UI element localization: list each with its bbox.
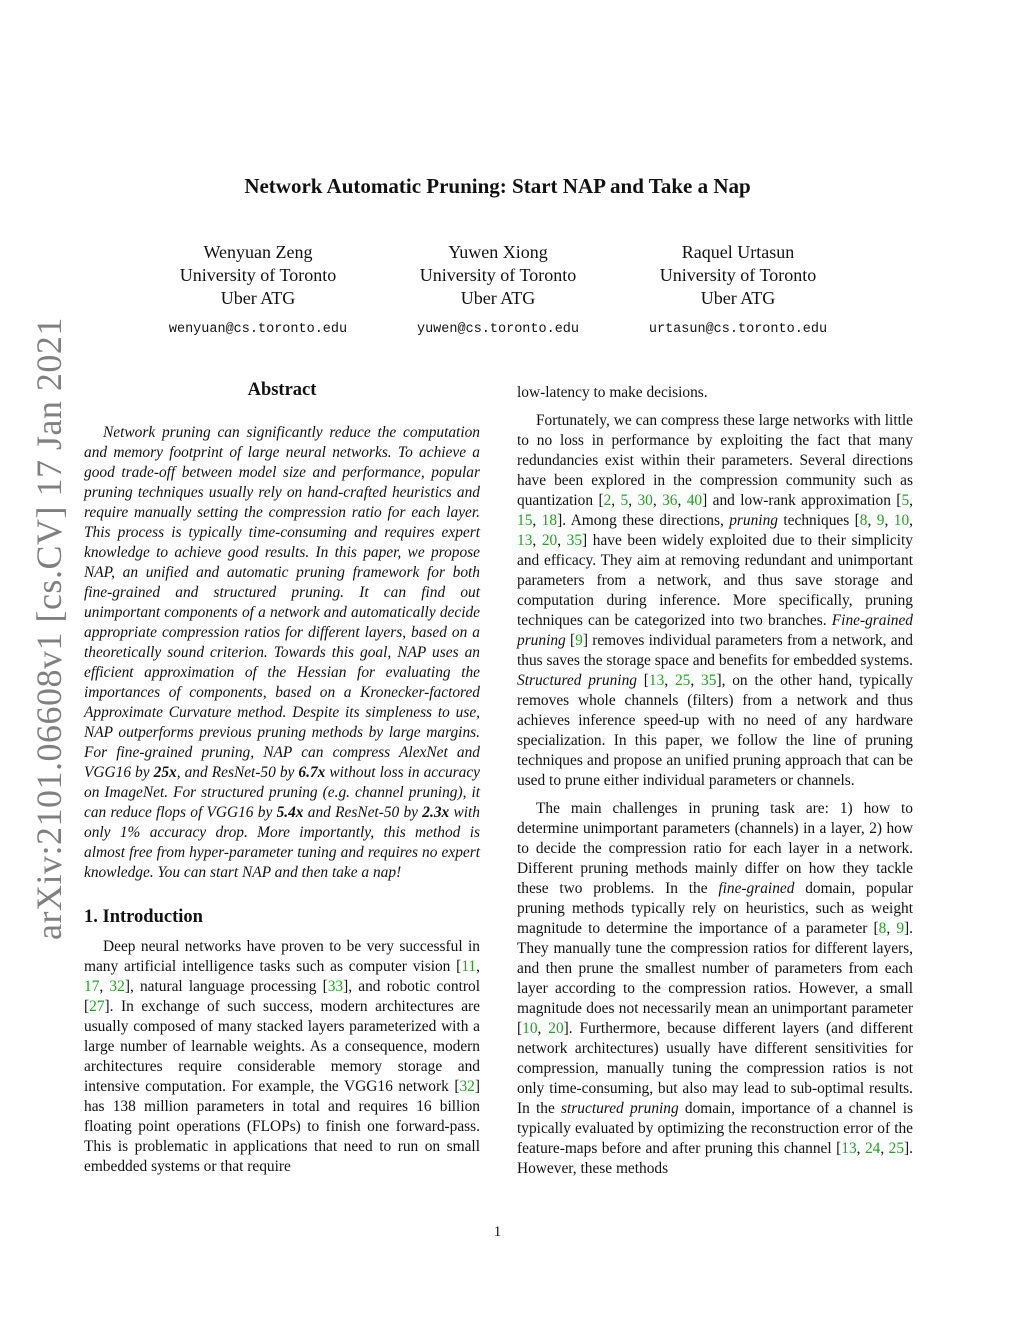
author-name: Yuwen Xiong (448, 242, 548, 262)
citation-link[interactable]: 36 (662, 492, 678, 509)
author-email: urtasun@cs.toronto.edu (648, 322, 828, 337)
citation-link[interactable]: 17 (84, 978, 100, 995)
right-column (517, 383, 913, 1187)
citation-link[interactable]: 2 (603, 492, 612, 509)
author-email: yuwen@cs.toronto.edu (416, 322, 580, 337)
author-affiliation: University of Toronto (179, 265, 337, 285)
citation-link[interactable]: 10 (893, 512, 910, 529)
citation-link[interactable]: 13 (517, 532, 533, 549)
citation-link[interactable]: 5 (620, 492, 629, 509)
citation-link[interactable]: 8 (859, 512, 868, 529)
citation-link[interactable]: 5 (901, 492, 910, 509)
citation-link[interactable]: 30 (637, 492, 653, 509)
citation-link[interactable]: 9 (876, 512, 885, 529)
citation-link[interactable]: 9 (575, 632, 583, 649)
citation-link[interactable]: 32 (459, 1078, 475, 1095)
citation-link[interactable]: 15 (517, 512, 533, 529)
abstract-text: Network pruning can significantly reduce the computation and memory footprint of large neural networks. To achieve a good trade-off between model size and performance, popular pruning techniques usually rely on hand-crafted heuristics and require manually setting the compression ratio for each layer. This process is typically time-consuming and requires expert knowledge to achieve good results. In this paper, we propose NAP, an unified and automatic pruning framework for both fine-grained and structured pruning. It can find out unimportant components of a network and automatically decide appropriate compression ratios for different layers, based on a theoretically sound criterion. Towards this goal, NAP uses an efficient approximation of the Hessian for evaluating the importances of components, based on a Kronecker-factored Approximate Curvature method. Despite its simpleness to use, NAP outperforms previous pruning methods by large margins. For fine-grained pruning, NAP can compress AlexNet and VGG16 by 25x, and ResNet-50 by 6.7x without loss in accuracy on ImageNet. For structured pruning (e.g. channel pruning), it can reduce flops of VGG16 by 5.4x and ResNet-50 by 2.3x with only 1% accuracy drop. More importantly, this method is almost free from hyper-parameter tuning and requires no expert knowledge. You can start NAP and then take a nap! (84, 424, 480, 881)
author-block (138, 241, 378, 341)
citation-link[interactable]: 40 (686, 492, 703, 509)
arxiv-identifier: arXiv:2101.06608v1 [cs.CV] 17 Jan 2021 (29, 317, 69, 940)
citation-link[interactable]: 32 (109, 978, 125, 995)
citation-link[interactable]: 35 (701, 672, 717, 689)
abstract-heading: Abstract (247, 380, 317, 400)
citation-link[interactable]: 9 (896, 920, 905, 937)
intro-paragraph: Deep neural networks have proven to be very successful in many artificial intelligence tasks such as computer vision [11, 17, 32], natural language processing [33], and robotic control [27]. In exchange of such success, modern architectures are usually composed of many stacked layers parameterized with a large number of learnable weights. As a consequence, modern architectures require considerable memory storage and intensive computation. For example, the VGG16 network [32] has 138 million parameters in total and requires 16 billion floating point operations (FLOPs) to finish one forward-pass. This is problematic in applications that need to run on small embedded systems or that require (84, 938, 480, 1175)
author-affiliation: University of Toronto (659, 265, 817, 285)
author-org: Uber ATG (220, 288, 296, 308)
author-name: Wenyuan Zeng (203, 242, 313, 262)
paper-title: Network Automatic Pruning: Start NAP and Take a Nap (244, 174, 751, 198)
citation-link[interactable]: 20 (548, 1020, 564, 1037)
citation-link[interactable]: 8 (878, 920, 887, 937)
citation-link[interactable]: 25 (674, 672, 691, 689)
introduction-heading: 1. Introduction (84, 907, 203, 927)
author-block (378, 241, 618, 341)
body-paragraph: Fortunately, we can compress these large networks with little to no loss in performance by exploiting the fact that many redundancies exist within their parameters. Several directions have been explored in the compression community such as quantization [2, 5, 30, 36, 40] and low-rank approximation [5, 15, 18]. Among these directions, pruning techniques [8, 9, 10, 13, 20, 35] have been widely exploited due to their simplicity and efficacy. They aim at removing redundant and unimportant parameters from a network, and thus save storage and computation during inference. More specifically, pruning techniques can be categorized into two branches. Fine-grained pruning [9] removes individual parameters from a network, and thus saves the storage space and benefits for embedded systems. Structured pruning [13, 25, 35], on the other hand, typically removes whole channels (filters) from a network and thus achieves inference speed-up with no need of any hardware specialization. In this paper, we follow the line of pruning techniques and propose an unified pruning approach that can be used to prune either individual parameters or channels. (517, 412, 914, 789)
left-column (84, 376, 480, 1185)
author-email: wenyuan@cs.toronto.edu (168, 322, 348, 337)
author-name: Raquel Urtasun (681, 242, 795, 262)
citation-link[interactable]: 13 (648, 672, 665, 689)
citation-link[interactable]: 24 (864, 1140, 881, 1157)
body-paragraph: The main challenges in pruning task are: 1) how to determine unimportant parameters (channels) in a layer, 2) how to decide the compression ratio for each layer in a network. Different pruning methods mainly differ on how they tackle these two problems. In the fine-grained domain, popular pruning methods typically rely on heuristics, such as weight magnitude to determine the importance of a parameter [8, 9]. They manually tune the compression ratios for different layers, and then prune the smallest number of parameters from each layer according to the compression ratios. However, a small magnitude does not necessarily mean an unimportant parameter [10, 20]. Furthermore, because different layers (and different network architectures) usually have different sensitivities for compression, manually tuning the compression ratios is not only time-consuming, but also may lead to sub-optimal results. In the structured pruning domain, importance of a channel is typically evaluated by optimizing the reconstruction error of the feature-maps before and after pruning this channel [13, 24, 25]. However, these methods (517, 800, 914, 1177)
author-block (618, 241, 858, 341)
citation-link[interactable]: 20 (541, 532, 558, 549)
continued-paragraph: low-latency to make decisions. (517, 384, 708, 401)
citation-link[interactable]: 18 (541, 512, 558, 529)
author-affiliation: University of Toronto (419, 265, 577, 285)
citation-link[interactable]: 27 (89, 998, 105, 1015)
citation-link[interactable]: 13 (841, 1140, 857, 1157)
author-org: Uber ATG (700, 288, 776, 308)
citation-link[interactable]: 35 (566, 532, 583, 549)
citation-link[interactable]: 11 (461, 958, 477, 975)
page-number: 1 (493, 1224, 502, 1240)
citation-link[interactable]: 10 (522, 1020, 538, 1037)
author-org: Uber ATG (460, 288, 536, 308)
citation-link[interactable]: 25 (888, 1140, 905, 1157)
citation-link[interactable]: 33 (327, 978, 344, 995)
